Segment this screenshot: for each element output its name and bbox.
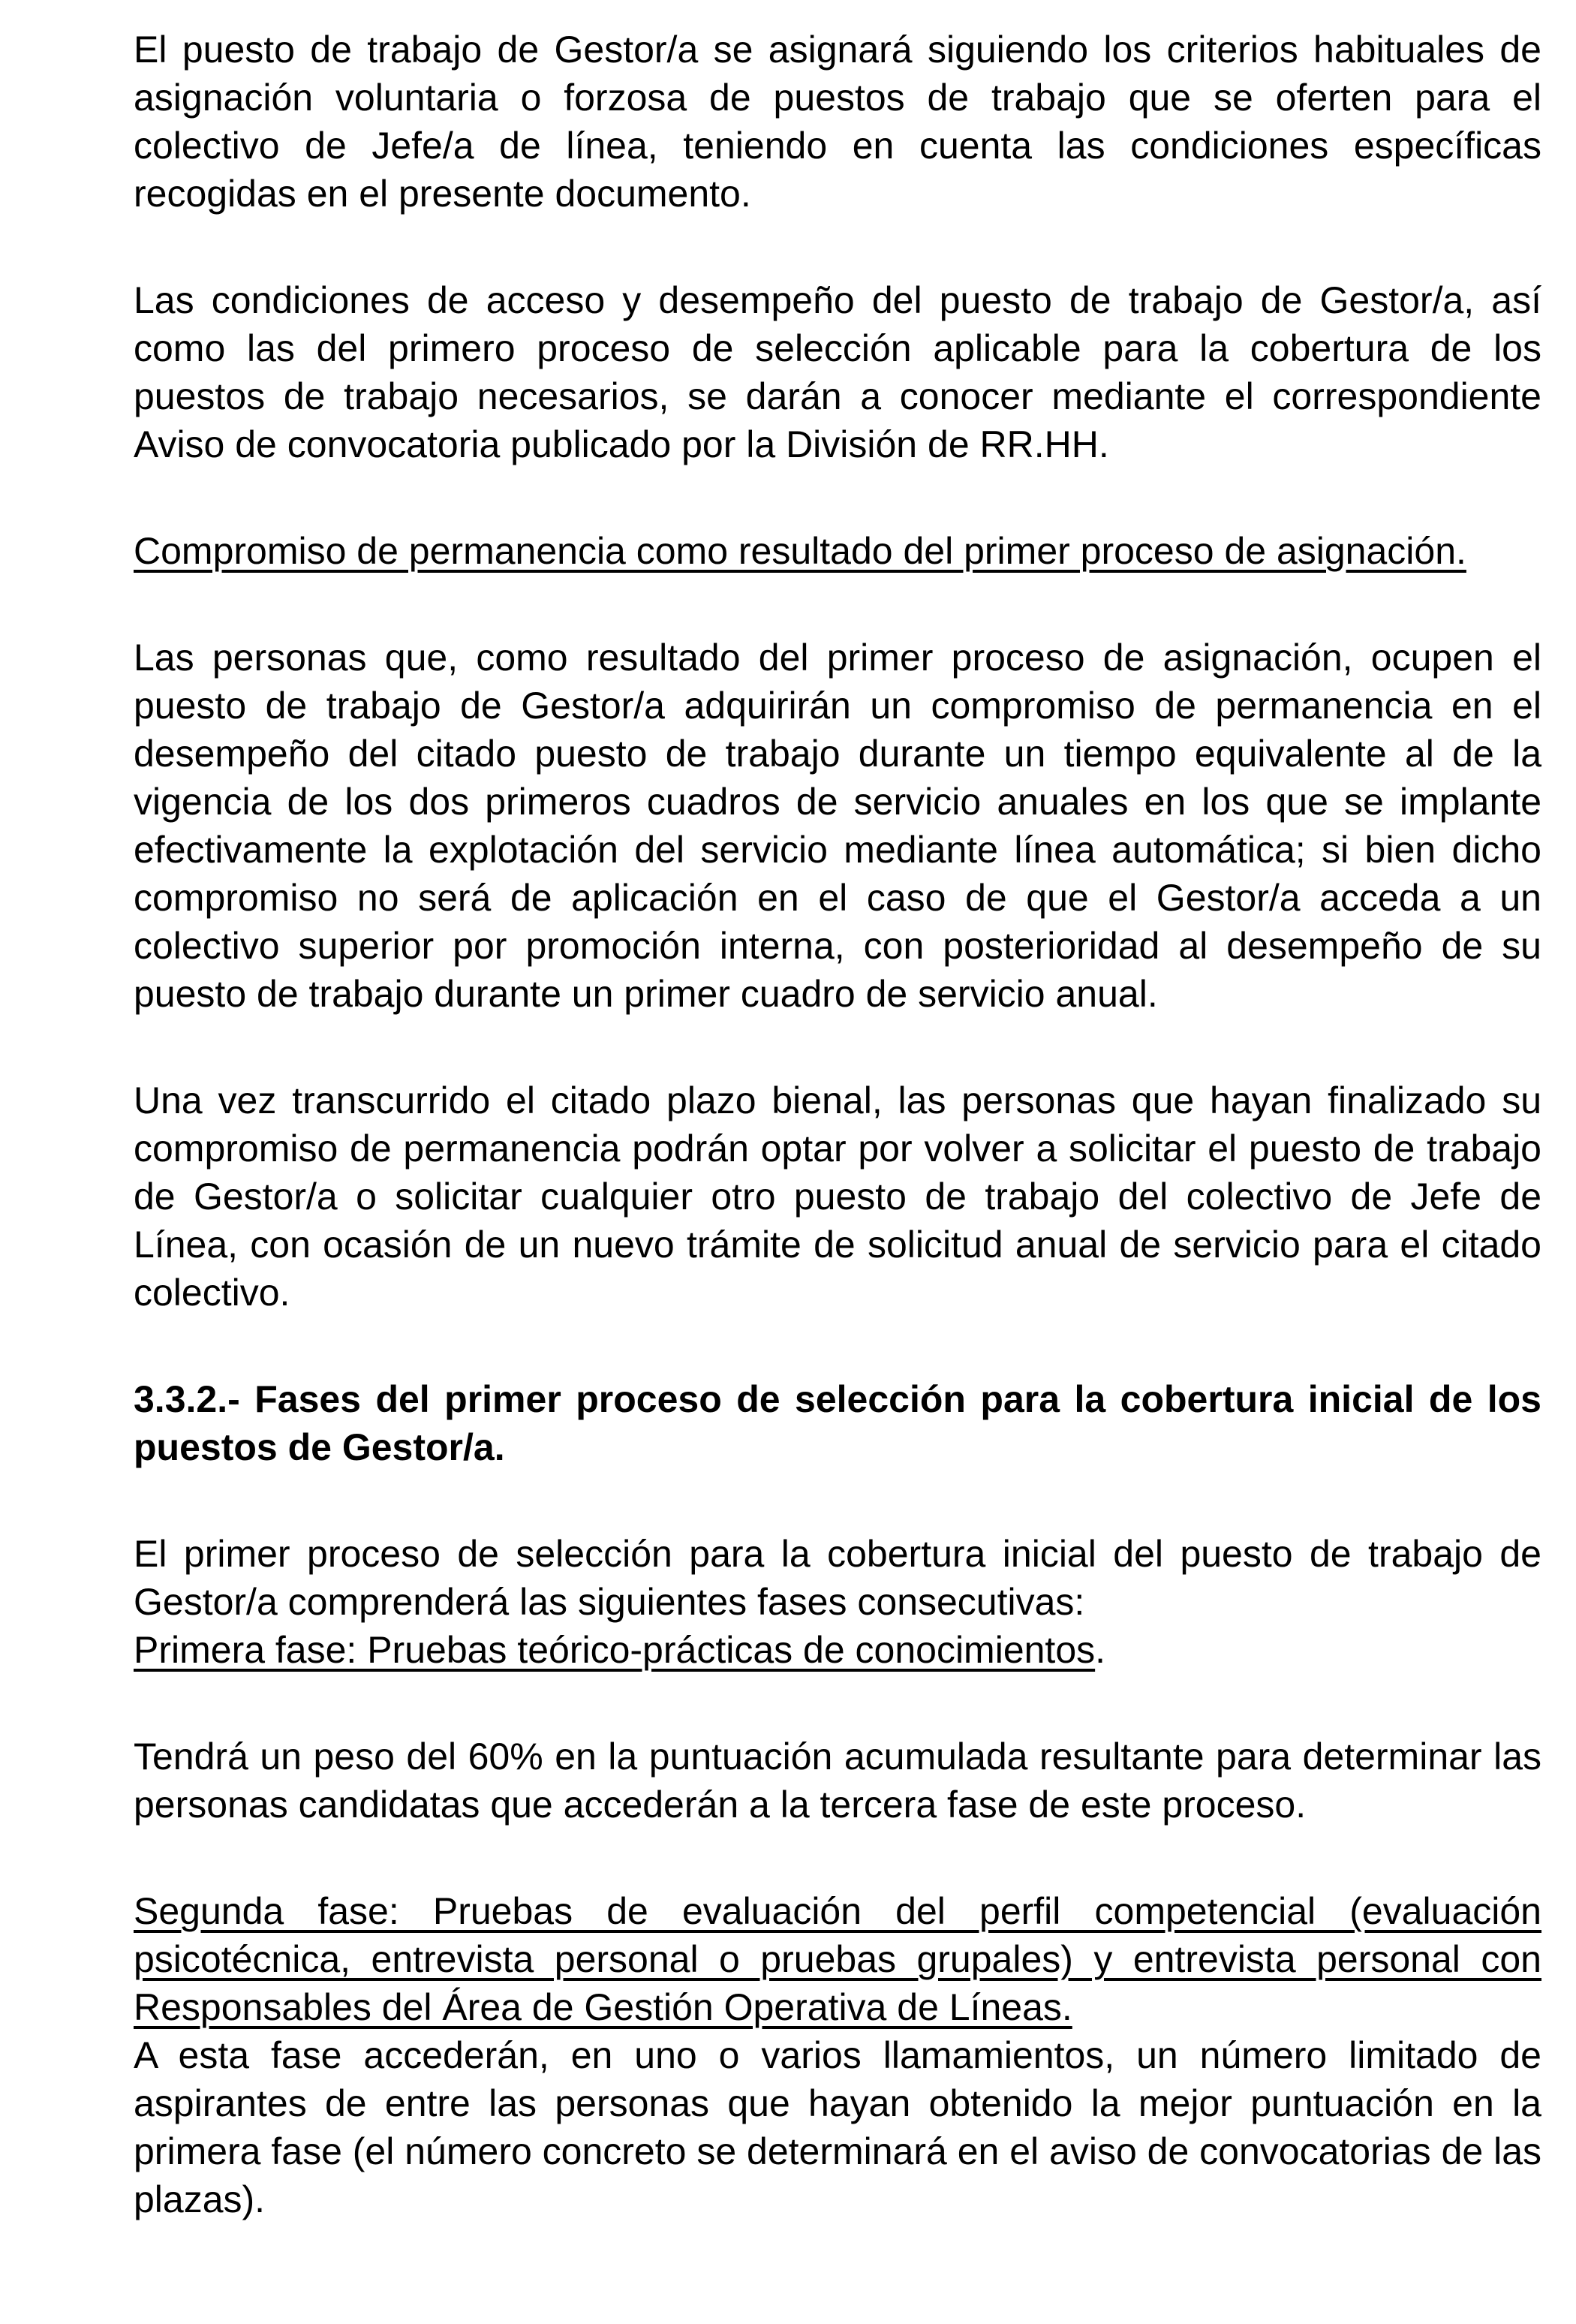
subheading-primera-fase-period: .	[1095, 1629, 1106, 1671]
subheading-segunda-fase	[134, 1887, 1541, 2031]
paragraph-asignacion-criterios: El puesto de trabajo de Gestor/a se asignará siguiendo los criterios habituales de asignación voluntaria o forzosa de puestos de trabajo que se oferten para el colectivo de Jefe/a de línea, teniendo en cuenta las condiciones específicas recogidas en el presente documento.	[134, 29, 1541, 215]
heading-compromiso-permanencia: Compromiso de permanencia como resultado del primer proceso de asignación.	[134, 530, 1466, 572]
paragraph-plazo-bienal: Una vez transcurrido el citado plazo bienal, las personas que hayan finalizado su compromiso de permanencia podrán optar por volver a solicitar el puesto de trabajo de Gestor/a o solicitar cualquier otro puesto de trabajo del colectivo de Jefe de Línea, con ocasión de un nuevo trámite de solicitud anual de servicio para el citado colectivo.	[134, 1079, 1541, 1314]
paragraph-condiciones-acceso: Las condiciones de acceso y desempeño del puesto de trabajo de Gestor/a, así como las del primero proceso de selección aplicable para la cobertura de los puestos de trabajo necesarios, se darán a conocer mediante el correspondiente Aviso de convocatoria publicado por la División de RR.HH.	[134, 279, 1541, 465]
subheading-segunda-fase-text: Segunda fase: Pruebas de evaluación del perfil competencial (evaluación psicotécnica, entrevista personal o pruebas grupales) y entrevista personal con Responsables del Área de Gestión Operativa de Líneas.	[134, 1890, 1541, 2028]
heading-3-3-2-fases: 3.3.2.- Fases del primer proceso de selección para la cobertura inicial de los puestos de Gestor/a.	[134, 1378, 1541, 1468]
subheading-primera-fase-text: Primera fase: Pruebas teórico-prácticas de conocimientos	[134, 1629, 1096, 1671]
paragraph-compromiso-detalle: Las personas que, como resultado del primer proceso de asignación, ocupen el puesto de trabajo de Gestor/a adquirirán un compromiso de permanencia en el desempeño del citado puesto de trabajo durante un tiempo equivalente al de la vigencia de los dos primeros cuadros de servicio anuales en los que se implante efectivamente la explotación del servicio mediante línea automática; si bien dicho compromiso no será de aplicación en el caso de que el Gestor/a acceda a un colectivo superior por promoción interna, con posterioridad al desempeño de su puesto de trabajo durante un primer cuadro de servicio anual.	[134, 637, 1541, 1015]
paragraph-primer-proceso-fases: El primer proceso de selección para la cobertura inicial del puesto de trabajo de Gestor/a comprenderá las siguientes fases consecutivas:	[134, 1533, 1541, 1623]
paragraph-a-esta-fase: A esta fase accederán, en uno o varios llamamientos, un número limitado de aspirantes de entre las personas que hayan obtenido la mejor puntuación en la primera fase (el número concreto se determinará en el aviso de convocatorias de las plazas).	[134, 2034, 1541, 2220]
subheading-primera-fase	[134, 1626, 1541, 1674]
paragraph-tendra-peso: Tendrá un peso del 60% en la puntuación acumulada resultante para determinar las personas candidatas que accederán a la tercera fase de este proceso.	[134, 1735, 1541, 1826]
